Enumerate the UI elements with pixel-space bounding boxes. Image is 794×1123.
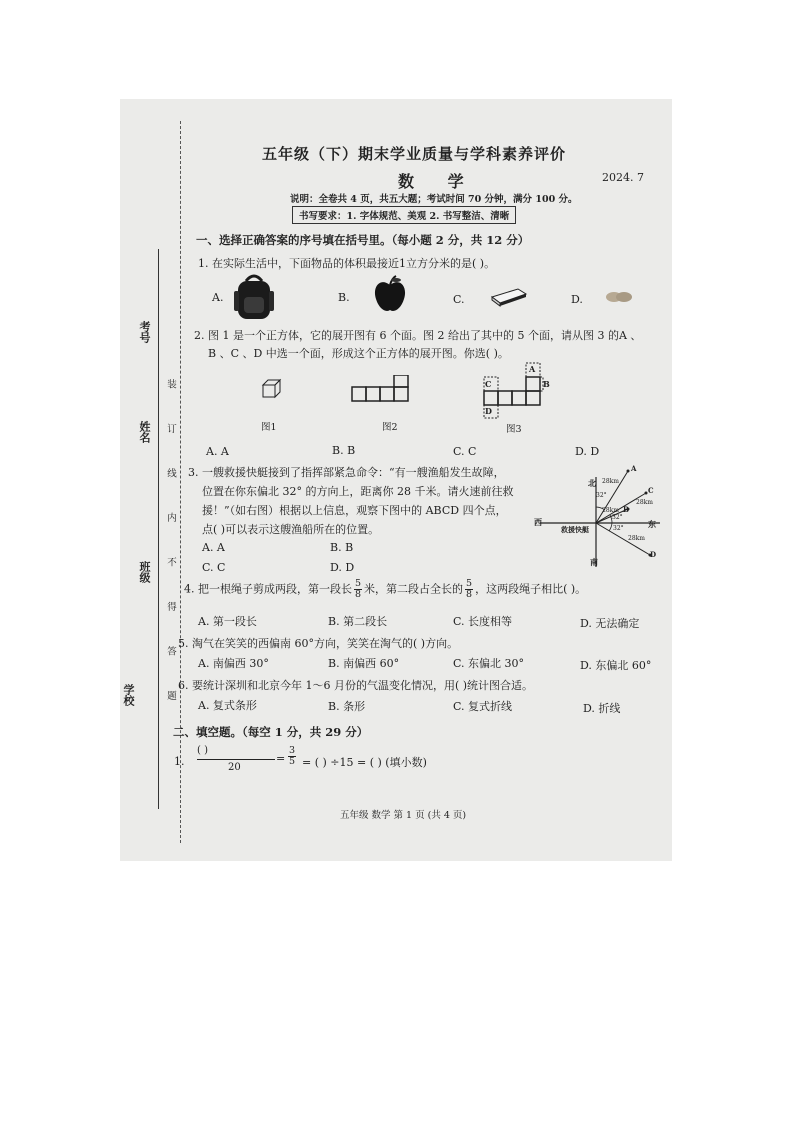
apple-icon [372,275,408,315]
peanut-icon [604,289,634,305]
eraser-icon [488,285,530,307]
diagram-point-b: B [623,505,629,514]
diagram-angle-3: 32° [613,525,624,532]
fig3-caption: 图3 [506,424,522,435]
q4-fraction-2: $\frac{5}{8}$ [466,578,473,600]
q3-line4: 点( )可以表示这艘渔船所在的位置。 [202,523,380,536]
q3-line2: 位置在你东偏北 32° 的方向上，距离你 28 千米。请火速前往救 [202,485,514,498]
binding-warning: 装 订 线 内 不 得 答 题 [165,379,176,717]
s2-q1-blank-numerator: ( ) [197,745,208,756]
q4-option-d: D. 无法确定 [580,617,640,630]
fig1-caption: 图1 [261,422,277,433]
diagram-point-c: C [648,486,654,495]
q4-option-c: C. 长度相等 [453,615,513,628]
q2-option-c: C. C [453,445,477,458]
q6-option-c: C. 复式折线 [453,700,513,713]
q1-option-b: B. [338,291,350,304]
q1-option-c: C. [453,293,465,306]
diagram-center: 救援快艇 [561,525,589,534]
exam-note: 说明：全卷共 4 页，共五大题；考试时间 70 分钟，满分 100 分。 [290,194,578,205]
exam-title: 五年级（下）期末学业质量与学科素养评价 [262,145,567,163]
diagram-point-d: D [650,550,657,559]
q6-stem: 6. 要统计深圳和北京今年 1～6 月份的气温变化情况，用( )统计图合适。 [178,679,534,692]
diagram-dist-2: 28km [636,499,653,506]
q4-option-b: B. 第二段长 [328,615,388,628]
diagram-north: 北 [588,478,596,488]
q4-stem: 4. 把一根绳子剪成两段，第一段长 $\frac{5}{8}$ 米，第二段占全长的 $\frac{5}{8}$ ，这两段绳子相比( )。 [184,578,587,600]
q1-option-d: D. [571,293,583,306]
name-label: 姓名 [138,421,151,443]
diagram-dist-4: 28km [628,535,645,542]
q5-option-c: C. 东偏北 30° [453,657,525,670]
q5-stem: 5. 淘气在笑笑的西偏南 60°方向，笑笑在淘气的( )方向。 [178,637,459,650]
q5-option-a: A. 南偏西 30° [198,657,269,670]
fig3-label-a: A [529,364,536,374]
direction-diagram [532,467,664,573]
q1-stem: 1. 在实际生活中，下面物品的体积最接近1立方分米的是( )。 [198,257,496,270]
q3-option-a: A. A [202,541,225,554]
net-figure-2 [350,375,414,405]
q3-line1: 3. 一艘救援快艇接到了指挥部紧急命令：“有一艘渔船发生故障， [188,466,505,479]
q6-option-d: D. 折线 [583,702,621,715]
q4-option-a: A. 第一段长 [198,615,257,628]
q4-fraction-1: $\frac{5}{8}$ [355,578,362,600]
writing-requirements: 书写要求：1. 字体规范、美观 2. 书写整洁、清晰 [292,206,516,224]
diagram-dist-1: 28km [602,478,619,485]
q2-option-a: A. A [206,445,229,458]
q2-line2: B 、C 、D 中选一个面，形成这个正方体的展开图。你选( )。 [208,347,509,360]
binding-solid-line [158,249,159,809]
s2-q1-fraction-bar [197,759,275,760]
diagram-west: 西 [534,517,542,527]
s2-q1-equals: = [276,752,286,765]
diagram-south: 南 [590,557,598,567]
fig2-caption: 图2 [382,422,398,433]
q2-option-b: B. B [332,444,356,457]
fig3-label-c: C [485,379,492,389]
exam-number-label: 考号 [138,321,151,343]
exam-paper [120,99,672,861]
class-label: 班级 [138,561,151,583]
page-footer: 五年级 数学 第 1 页 (共 4 页) [340,810,467,821]
q2-option-d: D. D [575,445,600,458]
section1-heading: 一、选择正确答案的序号填在括号里。（每小题 2 分，共 12 分） [196,233,530,247]
section2-heading: 二、填空题。（每空 1 分，共 29 分） [173,725,369,739]
fig3-label-d: D [485,406,492,416]
s2-q1-denominator: 20 [228,762,241,773]
q1-option-a: A. [212,291,224,304]
diagram-point-a: A [631,464,637,473]
q6-option-b: B. 条形 [328,700,366,713]
q5-option-b: B. 南偏西 60° [328,657,400,670]
fig3-label-b: B [543,379,550,389]
q3-option-b: B. B [330,541,354,554]
exam-date: 2024. 7 [602,171,644,184]
cube-icon [260,377,284,401]
backpack-icon [230,271,278,321]
q6-option-a: A. 复式条形 [198,699,257,712]
diagram-angle-1: 32° [596,492,607,499]
diagram-dist-3: 28km [602,507,619,514]
s2-q1-number: 1. [174,755,185,768]
q5-option-d: D. 东偏北 60° [580,659,652,672]
school-label: 学校 [122,684,135,706]
diagram-east: 东 [648,519,656,529]
q3-option-c: C. C [202,561,226,574]
q3-option-d: D. D [330,561,355,574]
q2-line1: 2. 图 1 是一个正方体，它的展开图有 6 个面。图 2 给出了其中的 5 个面，请从图 3 的A 、 [194,329,642,342]
s2-q1-rest: = ( ) ÷15 = ( ) (填小数) [302,756,427,769]
subject-title: 数 学 [398,172,478,191]
diagram-angle-2: 32° [612,514,623,521]
q3-line3: 援！”（如右图）根据以上信息，观察下图中的 ABCD 四个点， [202,504,507,517]
s2-q1-fraction: $\frac{3}{5}$ [289,745,296,767]
